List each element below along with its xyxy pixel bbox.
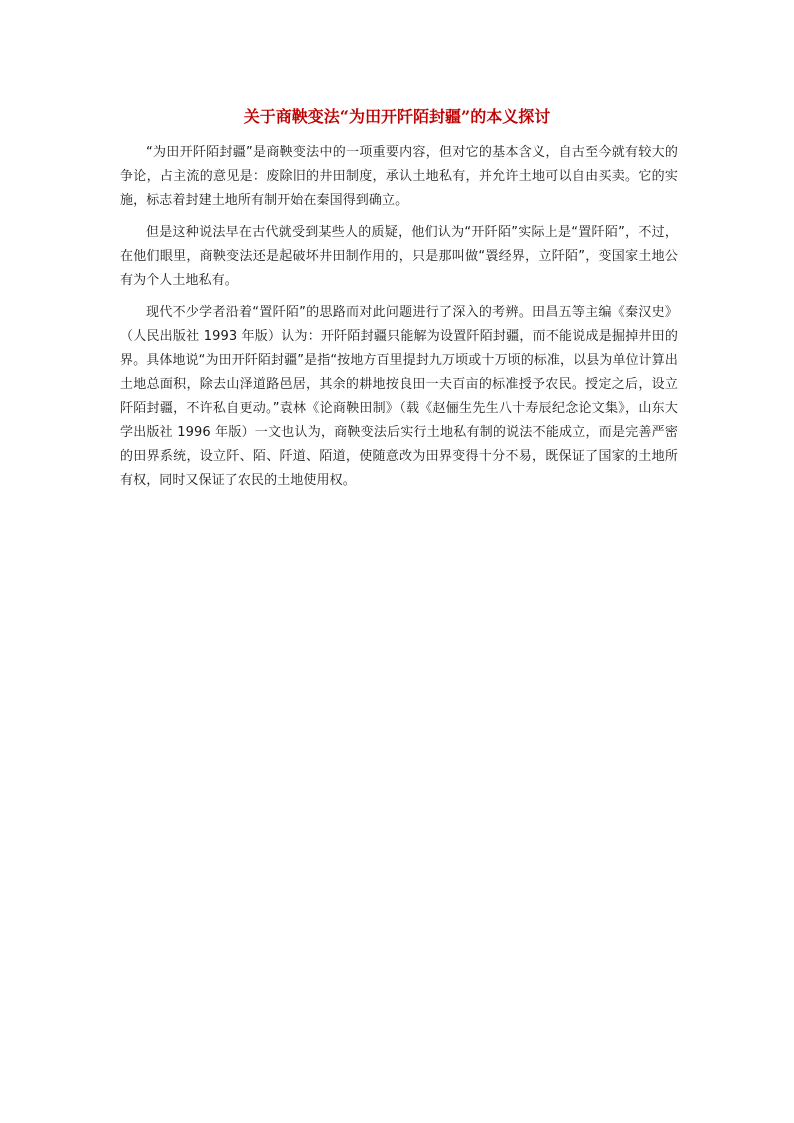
document-title: 关于商鞅变法“为田开阡陌封疆”的本义探讨 xyxy=(243,107,551,126)
paragraph-3: 现代不少学者沿着“置阡陌”的思路而对此问题进行了深入的考辨。田昌五等主编《秦汉史》（人民出版社 1993 年版）认为：开阡陌封疆只能解为设置阡陌封疆，而不能说成是掘掉井田的界。具体地说“为田开阡陌封疆”是指“按地方百里提封九万顷或十万顷的标准，以县为单位计算出土地总面积，除去山泽道路邑居，其余的耕地按良田一夫百亩的标准授予农民。授定之后，设立阡陌封疆，不许私自更动。”袁林《论商鞅田制》（载《赵俪生先生八十寿辰纪念论文集》，山东大学出版社 1996 年版）一文也认为，商鞅变法后实行土地私有制的说法不能成立，而是完善严密的田界系统，设立阡、陌、阡道、陌道，使随意改为田界变得十分不易，既保证了国家的土地所有权，同时又保证了农民的土地使用权。 xyxy=(120,305,678,488)
paragraph-2: 但是这种说法早在古代就受到某些人的质疑，他们认为“开阡陌”实际上是“置阡陌”，不过，在他们眼里，商鞅变法还是起破坏井田制作用的，只是那叫做“瞏经界，立阡陌”，变国家土地公有为个人土地私有。 xyxy=(120,225,678,288)
document-body xyxy=(120,141,678,501)
paragraph-1: “为田开阡陌封疆”是商鞅变法中的一项重要内容，但对它的基本含义，自古至今就有较大的争论，占主流的意见是：废除旧的井田制度，承认土地私有，并允许土地可以自由买卖。它的实施，标志着封建土地所有制开始在秦国得到确立。 xyxy=(120,145,678,208)
